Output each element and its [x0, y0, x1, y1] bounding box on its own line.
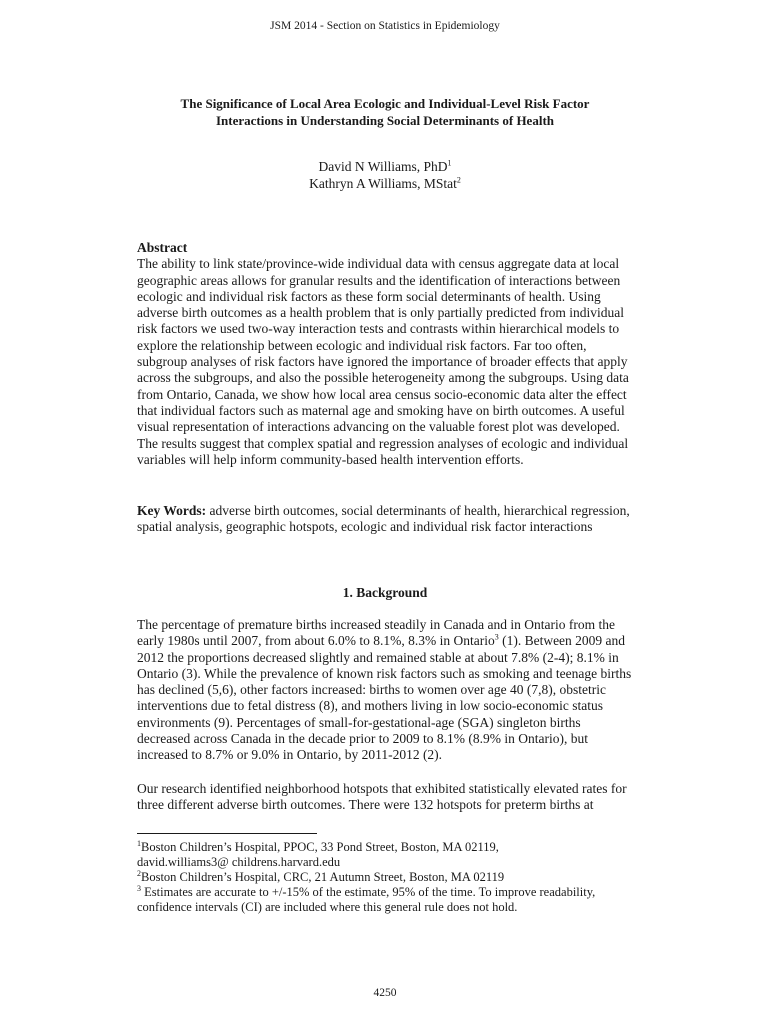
paragraph-text: (1). Between 2009 and 2012 the proportions decreased slightly and remained stable at about 7.8% (2-4); 8.1% in Ontario (3). While the prevalence of known risk factors such as smoking and teenage births has declined (5,6), other factors increased: births to women over age 40 (7,8), obstetric interventions due to fetal distress (8), and mothers living in low socio-economic status environments (9). Percentages of small-for-gestational-age (SGA) singleton births decreased across Canada in the decade prior to 2009 to 8.1% (8.9% in Ontario), but increased to 8.7% or 9.0% in Ontario, by 2011-2012 (2). — [137, 633, 632, 763]
footnote — [137, 870, 633, 885]
page-number: 4250 — [373, 987, 397, 999]
running-head: JSM 2014 - Section on Statistics in Epidemiology — [270, 20, 500, 32]
abstract-text: The ability to link state/province-wide individual data with census aggregate data at local geographic areas allows for granular results and the identification of interactions between ecologic and individual risk factors as these form social determinants of health. Using adverse birth outcomes as a health problem that is only partially predicted from individual risk factors we used two-way interaction tests and contrasts within hierarchical models to explore the relationship between ecologic and individual risk factors. Far too often, subgroup analyses of risk factors have ignored the importance of broader effects that apply across the subgroups, and also the possible heterogeneity among the subgroups. Using data from Ontario, Canada, we show how local area census socio-economic data alter the effect that individual factors such as maternal age and smoking have on birth outcomes. A useful visual representation of interactions advancing on the valuable forest plot was developed. The results suggest that complex spatial and regression analyses of ecologic and individual variables will help inform community-based health intervention efforts. — [137, 256, 629, 467]
author-1 — [0, 158, 770, 175]
title-line-2: Interactions in Understanding Social Determinants of Health — [216, 113, 554, 128]
footnote-text: Estimates are accurate to +/-15% of the estimate, 95% of the time. To improve readability, confidence intervals (CI) are included where this general rule does not hold. — [137, 885, 596, 914]
footnote — [137, 840, 633, 855]
paragraph-text: The percentage of premature births increased steadily in Canada and in Ontario from the early 1980s until 2007, from about 6.0% to 8.1%, 8.3% in Ontario — [137, 617, 615, 649]
footnote — [137, 885, 633, 915]
author-name: Kathryn A Williams, MStat — [309, 176, 457, 191]
author-name: David N Williams, PhD — [318, 159, 448, 174]
keywords-text: adverse birth outcomes, social determinants of health, hierarchical regression, spatial analysis, geographic hotspots, ecologic and individual risk factor interactions — [137, 503, 630, 535]
background-paragraph-1 — [137, 617, 633, 764]
keywords-section — [137, 503, 633, 536]
affiliation-mark: 2 — [456, 175, 461, 185]
keywords-label: Key Words: — [137, 503, 207, 518]
abstract-heading: Abstract — [137, 240, 188, 255]
paper-title — [137, 95, 633, 129]
footnotes — [137, 840, 633, 915]
footnote-mark: 3 — [137, 883, 141, 893]
footnote-text: david.williams3@ childrens.harvard.edu — [137, 855, 341, 869]
footnote-text: Boston Children’s Hospital, PPOC, 33 Pond Street, Boston, MA 02119, — [141, 840, 499, 854]
keywords-paragraph — [137, 503, 633, 536]
paragraph-text: Our research identified neighborhood hotspots that exhibited statistically elevated rates for three different adverse birth outcomes. There were 132 hotspots for preterm births at — [137, 781, 627, 813]
footnote-mark: 1 — [137, 838, 141, 848]
affiliation-mark: 1 — [447, 158, 452, 168]
title-line-1: The Significance of Local Area Ecologic and Individual-Level Risk Factor — [180, 96, 590, 111]
background-paragraph-2 — [137, 781, 633, 814]
footnote-divider — [137, 833, 317, 834]
footnote-mark: 3 — [494, 632, 499, 642]
author-list — [0, 158, 770, 192]
footnote — [137, 855, 633, 870]
footnote-mark: 2 — [137, 868, 141, 878]
author-2 — [0, 175, 770, 192]
section-heading-background: 1. Background — [342, 585, 428, 600]
abstract-section — [137, 240, 633, 468]
footnote-text: Boston Children’s Hospital, CRC, 21 Autumn Street, Boston, MA 02119 — [141, 870, 505, 884]
